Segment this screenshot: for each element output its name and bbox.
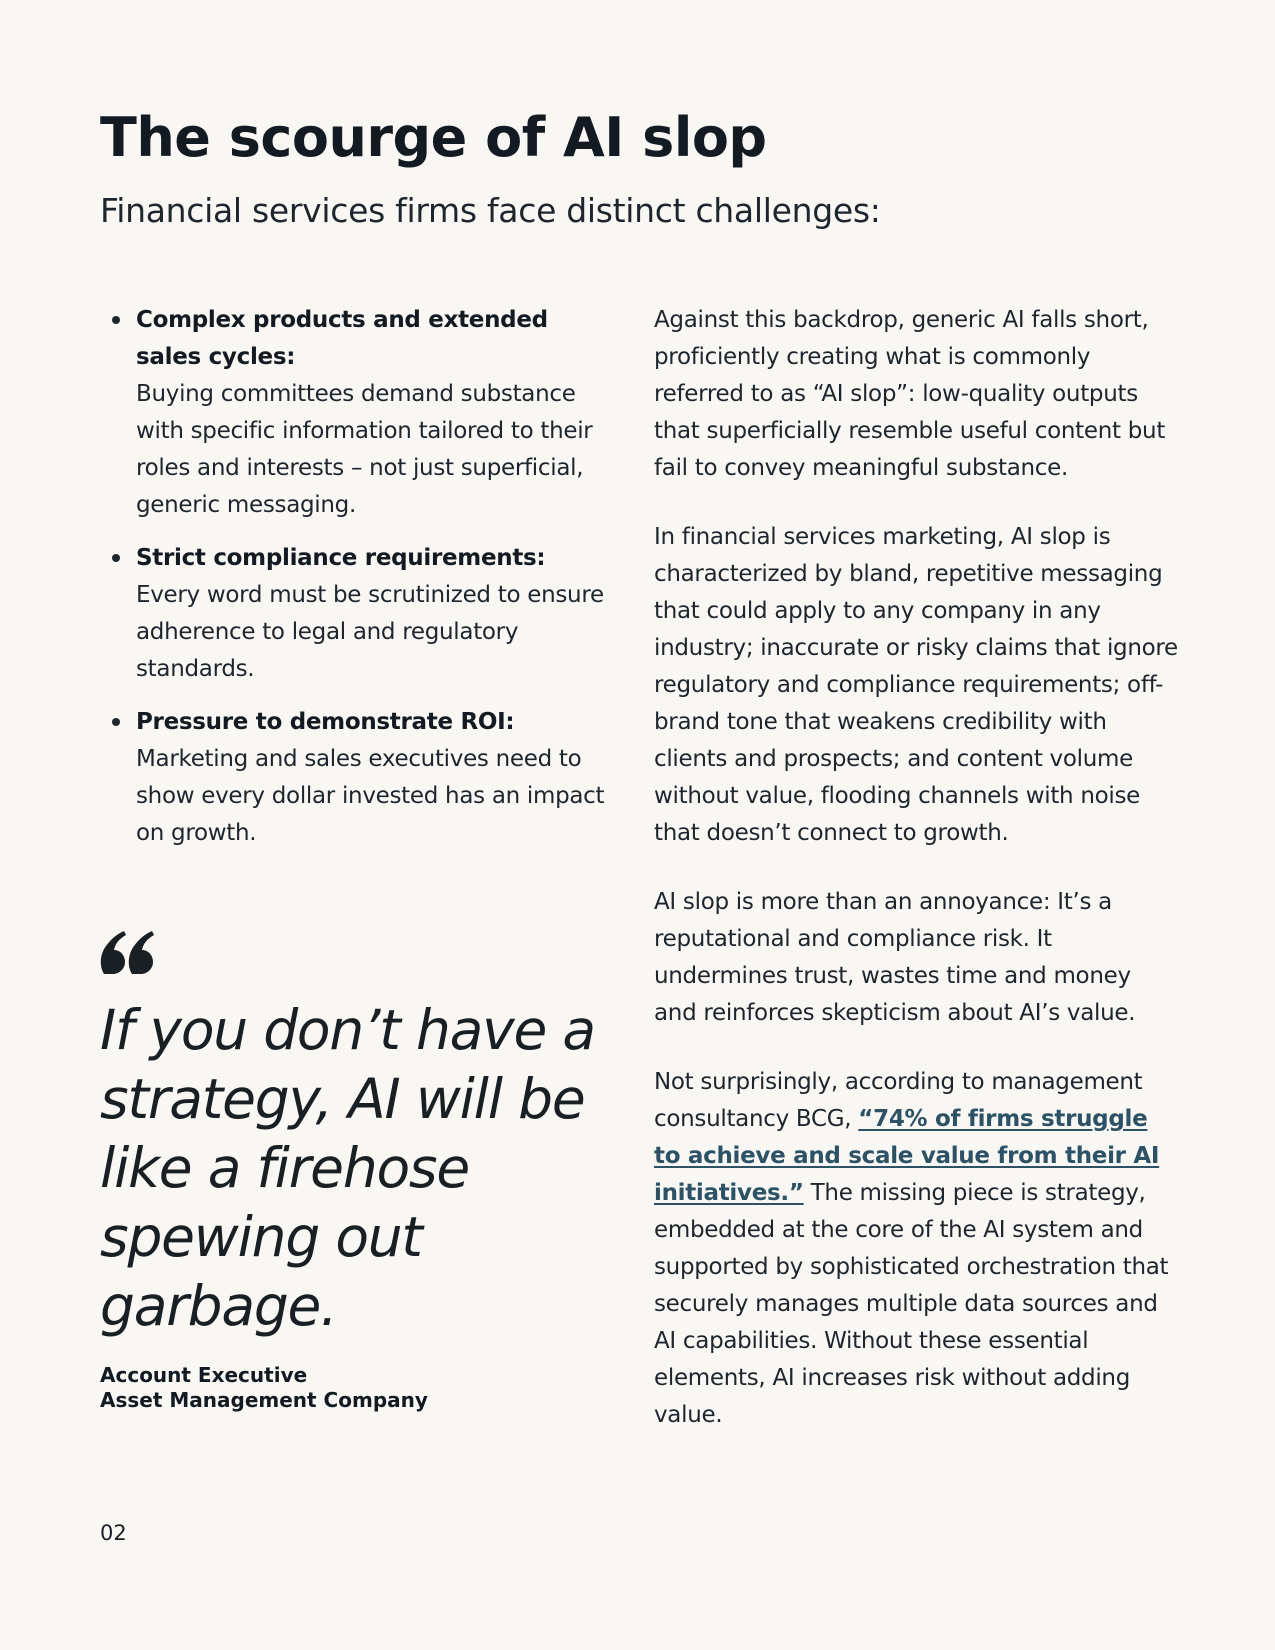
list-item	[100, 704, 610, 852]
challenges-list	[100, 302, 610, 852]
bullet-icon	[112, 316, 120, 324]
attribution-company: Asset Management Company	[100, 1388, 428, 1412]
bcg-statistic-link[interactable]: “74% of firms struggle to achieve and scale value from their AI initiatives.”	[654, 1106, 1160, 1206]
left-column	[100, 302, 610, 868]
body-paragraph	[654, 1064, 1179, 1434]
quote-mark-icon	[100, 930, 154, 974]
quote-text: If you don’t have a strategy, AI will be like a firehose spewing out garbage.	[100, 998, 595, 1338]
page-title: The scourge of AI slop	[100, 106, 767, 169]
bullet-icon	[112, 718, 120, 726]
paragraph-outro: The missing piece is strategy, embedded at the core of the AI system and supported by sophisticated orchestration that securely manages multiple data sources and AI capabilities. Without these essential elements, AI increases risk without adding value.	[654, 1180, 1169, 1428]
challenge-heading: Pressure to demonstrate ROI:	[136, 709, 515, 735]
body-paragraph: Against this backdrop, generic AI falls short, proficiently creating what is commonly referred to as “AI slop”: low-quality outputs that superficially resemble useful content but fail to convey meaningful substance.	[654, 307, 1166, 481]
bullet-icon	[112, 554, 120, 562]
page-subtitle: Financial services firms face distinct challenges:	[100, 191, 881, 230]
list-item	[100, 302, 610, 524]
challenge-body: Marketing and sales executives need to show every dollar invested has an impact on growth.	[136, 746, 605, 846]
page-number: 02	[100, 1521, 127, 1545]
quote-attribution	[100, 1363, 600, 1413]
challenge-heading: Strict compliance requirements:	[136, 545, 546, 571]
paragraph-intro: Not surprisingly, according to management consultancy BCG,	[654, 1069, 1143, 1132]
challenge-body: Buying committees demand substance with specific information tailored to their roles and interests – not just superficial, generic messaging.	[136, 381, 593, 518]
challenge-heading: Complex products and extended sales cycles:	[136, 307, 548, 370]
body-paragraph: In financial services marketing, AI slop is characterized by bland, repetitive messaging that could apply to any company in any industry; inaccurate or risky claims that ignore regulatory and compliance requirements; off-brand tone that weakens credibility with clients and prospects; and content volume without value, flooding channels with noise that doesn’t connect to growth.	[654, 524, 1178, 846]
right-column	[654, 302, 1179, 1466]
attribution-role: Account Executive	[100, 1363, 308, 1387]
list-item	[100, 540, 610, 688]
challenge-body: Every word must be scrutinized to ensure adherence to legal and regulatory standards.	[136, 582, 604, 682]
body-paragraph: AI slop is more than an annoyance: It’s a reputational and compliance risk. It undermines trust, wastes time and money and reinforces skepticism about AI’s value.	[654, 889, 1136, 1026]
pull-quote	[100, 930, 600, 1413]
